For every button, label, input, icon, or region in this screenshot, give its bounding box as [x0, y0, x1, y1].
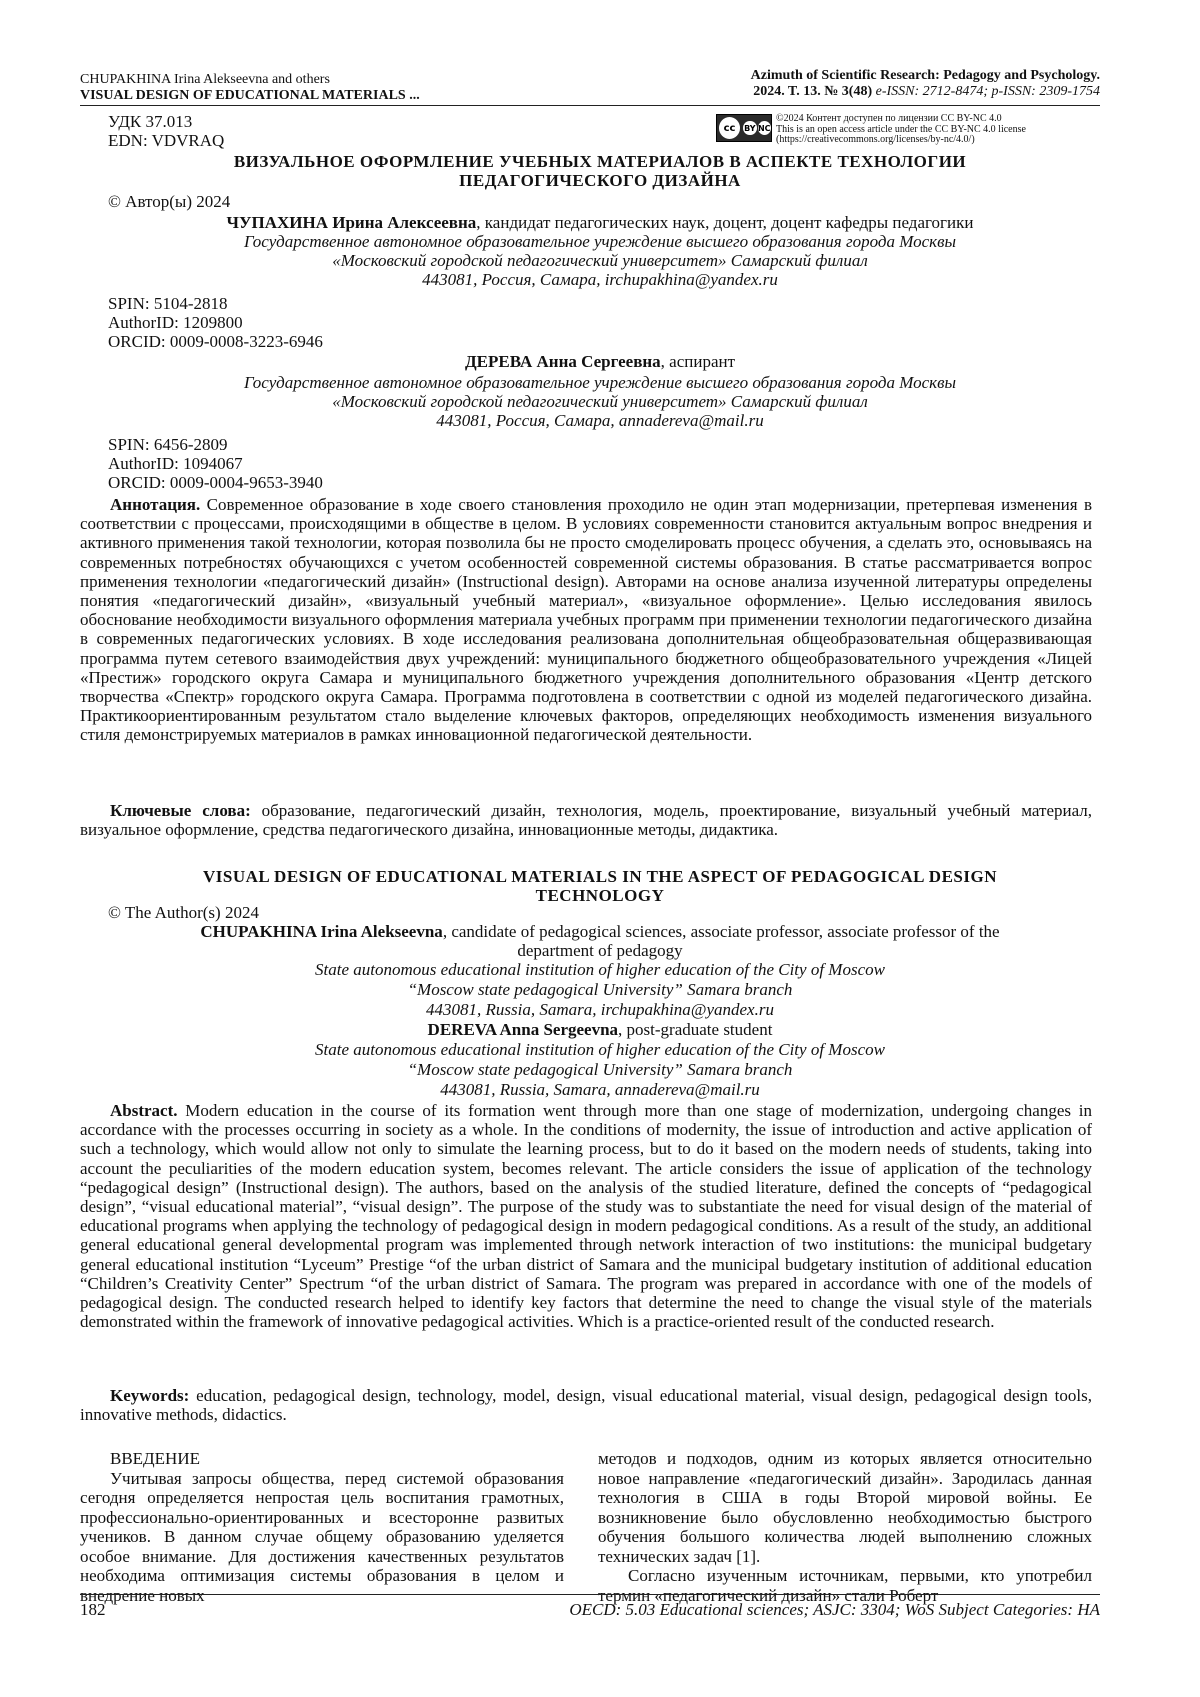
abstract-en-label: Abstract. [110, 1101, 178, 1120]
footer-rule [80, 1594, 1100, 1595]
license-line-ru: ©2024 Контент доступен по лицензии CC BY-NC 4.0 [776, 113, 1002, 124]
author1-ru-aff1: Государственное автономное образовательное учреждение высшего образования города Москвы [243, 232, 957, 251]
author2-ru-name: ДЕРЕВА Анна Сергеевна [464, 352, 661, 371]
author1-en-name: CHUPAKHINA Irina Alekseevna [200, 922, 443, 941]
author1-en-role2: department of pedagogy [517, 941, 683, 960]
author2-en-aff3: 443081, Russia, Samara, annadereva@mail.ru [440, 1080, 760, 1099]
author2-ru-role: , аспирант [660, 352, 736, 371]
author2-en [100, 1020, 1100, 1039]
author2-ru-aff2: «Московский городской педагогический университет» Самарский филиал [332, 392, 868, 411]
edn-code: EDN: VDVRAQ [108, 131, 225, 150]
title-ru-line2: ПЕДАГОГИЧЕСКОГО ДИЗАЙНА [459, 171, 741, 190]
cc-by-nc-badge-icon[interactable] [716, 114, 772, 142]
keywords-en-text: education, pedagogical design, technology, model, design, visual educational material, visual design, pedagogical design tools, innovative methods, didactics. [80, 1386, 1092, 1425]
keywords-en-label: Keywords: [110, 1386, 190, 1405]
author2-en-aff1: State autonomous educational institution of higher education of the City of Moscow [315, 1040, 885, 1059]
abstract-en [80, 1101, 1092, 1331]
author2-en-role: , post-graduate student [618, 1020, 773, 1039]
body-paragraph-1-cont: методов и подходов, одним из которых является относительно новое направление «педагогический дизайн». Зародилась данная технология в США в годы Второй мировой войны. Ее возникновение было обусловленно необходимостью быстрого обучения большого количества людей выполнению сложных технических задач [1]. [598, 1449, 1092, 1566]
running-header-left [80, 72, 420, 104]
body-column-right [598, 1449, 1092, 1605]
keywords-ru [80, 801, 1092, 839]
article-title-en [100, 867, 1100, 905]
journal-issn: e-ISSN: 2712-8474; p-ISSN: 2309-1754 [872, 84, 1100, 99]
author1-en-aff3: 443081, Russia, Samara, irchupakhina@yandex.ru [426, 1000, 774, 1019]
author2-en-aff2: “Moscow state pedagogical University” Samara branch [407, 1060, 793, 1079]
author1-ru-aff3: 443081, Россия, Самара, irchupakhina@yandex.ru [422, 270, 778, 289]
title-en-line2: TECHNOLOGY [535, 886, 665, 905]
journal-volume: 2024. T. 13. № 3(48) [753, 84, 873, 99]
author1-authorid: AuthorID: 1209800 [108, 313, 243, 332]
by-badge-label: BY [743, 121, 756, 135]
journal-issue [751, 84, 1100, 100]
article-title-ru [100, 152, 1100, 190]
author1-ru [100, 213, 1100, 232]
page-number: 182 [80, 1600, 106, 1619]
author2-ru-aff3: 443081, Россия, Самара, annadereva@mail.ru [436, 411, 764, 430]
license-text [776, 114, 1026, 146]
nc-badge-label: NC [758, 121, 771, 135]
author1-ru-name: ЧУПАХИНА Ирина Алексеевна [226, 213, 477, 232]
title-ru-line1: ВИЗУАЛЬНОЕ ОФОРМЛЕНИЕ УЧЕБНЫХ МАТЕРИАЛОВ В АСПЕКТЕ ТЕХНОЛОГИИ [233, 152, 967, 171]
author1-orcid: ORCID: 0009-0008-3223-6946 [108, 332, 323, 351]
author1-ru-aff2: «Московский городской педагогический университет» Самарский филиал [332, 251, 868, 270]
keywords-ru-text: образование, педагогический дизайн, технология, модель, проектирование, визуальный учебный материал, визуальное оформление, средства педагогического дизайна, инновационные методы, дидактика. [80, 801, 1093, 840]
abstract-ru [80, 495, 1092, 745]
running-header-authors: CHUPAKHINA Irina Alekseevna and others [80, 72, 330, 87]
classification-codes [108, 112, 224, 150]
abstract-en-text: Modern education in the course of its formation went through more than one stage of modernization, undergoing changes in accordance with the processes occurring in society as a whole. In the conditions of modernity, the issue of introduction and active application of such a technology, which would allow not only to simulate the learning process, but to do it based on the modern needs of students, taking into account the peculiarities of the modern education system, becomes relevant. The article considers the issue of application of the technology “pedagogical design” (Instructional design). The authors, based on the analysis of the studied literature, defined the concepts of “pedagogical design”, “visual educational material”, “visual design”. The purpose of the study was to substantiate the need for visual design of the material of educational programs when applying the technology of pedagogical design in modern pedagogical conditions. As a result of the study, an additional general educational general developmental program was implemented through network interaction of two institutions: the municipal budgetary general educational institution “Lyceum” Prestige “of the urban district of Samara and the municipal budgetary institution of additional education “Children’s Creativity Center” Spectrum “of the urban district of Samara. The program was prepared in accordance with one of the models of pedagogical design. The conducted research helped to identify key factors that determine the need to change the visual style of the materials demonstrated within the framework of innovative pedagogical activities. Which is a practice-oriented result of the conducted research. [80, 1101, 1092, 1332]
author1-spin: SPIN: 5104-2818 [108, 294, 228, 313]
license-block [716, 114, 1026, 146]
keywords-ru-label: Ключевые слова: [110, 801, 251, 820]
header-rule [80, 105, 1100, 106]
section-heading-introduction: ВВЕДЕНИЕ [110, 1449, 200, 1468]
author1-en [100, 922, 1100, 941]
license-line-en: This is an open access article under the CC BY-NC 4.0 license [776, 123, 1026, 135]
author2-authorid: AuthorID: 1094067 [108, 454, 243, 473]
author2-en-name: DEREVA Anna Sergeevna [427, 1020, 619, 1039]
author2-ru [100, 352, 1100, 371]
copyright-en: © The Author(s) 2024 [108, 903, 259, 922]
author2-ru-aff1: Государственное автономное образовательное учреждение высшего образования города Москвы [243, 373, 957, 392]
body-paragraph-2: Согласно изученным источникам, первыми, кто употребил термин «педагогический дизайн» стали Роберт [598, 1566, 1092, 1605]
keywords-en [80, 1386, 1092, 1424]
author1-en-aff2: “Moscow state pedagogical University” Samara branch [407, 980, 793, 999]
journal-name: Azimuth of Scientific Research: Pedagogy and Psychology. [750, 68, 1100, 83]
abstract-ru-label: Аннотация. [110, 495, 201, 514]
abstract-ru-text: Современное образование в ходе своего становления проходило не один этап модернизации, претерпевая изменения в соответствии с процессами, происходящими в обществе в целом. В условиях современности становится актуальным вопрос внедрения и активного применения такой технологии, которая позволила бы не просто смоделировать процесс обучения, а сделать это, основываясь на современных потребностях обучающихся с учетом особенностей современной системы образования. В статье рассматривается вопрос применения технологии «педагогический дизайн» (Instructional design). Авторами на основе анализа изученной литературы определены понятия «педагогический дизайн», «визуальный учебный материал», «визуальное оформление». Целью исследования явилось обоснование необходимости визуального оформления материала учебных программ при применении технологии педагогического дизайна в современных педагогических условиях. В ходе исследования реализована дополнительная общеобразовательная общеразвивающая программа путем сетевого взаимодействия двух учреждений: муниципального бюджетного общеобразовательного учреждения «Лицей «Престиж» городского округа Самара и муниципального бюджетного учреждения дополнительного образования «Центр детского творчества «Спектр» городского округа Самара. Программа подготовлена в соответствии с одной из моделей педагогического дизайна. Практикоориентированным результатом стало выделение ключевых факторов, определяющих необходимость изменения визуального стиля демонстрируемых материалов в рамках инновационной педагогической деятельности. [80, 495, 1092, 745]
author1-ru-role: , кандидат педагогических наук, доцент, доцент кафедры педагогики [476, 213, 974, 232]
author2-orcid: ORCID: 0009-0004-9653-3940 [108, 473, 323, 492]
cc-badge-label: cc [719, 117, 740, 139]
author1-en-role: , candidate of pedagogical sciences, associate professor, associate professor of the [442, 922, 1000, 941]
license-url[interactable]: (https://creativecommons.org/licenses/by-nc/4.0/) [776, 134, 975, 145]
body-paragraph-1: Учитывая запросы общества, перед системой образования сегодня определяется непростая цель воспитания грамотных, профессионально-ориентированных и всесторонне развитых учеников. В данном случае общему образованию уделяется особое внимание. Для достижения качественных результатов необходима оптимизация системы образования в целом и внедрение новых [80, 1468, 564, 1605]
author2-spin: SPIN: 6456-2809 [108, 435, 228, 454]
running-header-right [751, 68, 1100, 100]
subject-classification: OECD: 5.03 Educational sciences; ASJC: 3304; WoS Subject Categories: HA [569, 1600, 1100, 1619]
running-header-title: VISUAL DESIGN OF EDUCATIONAL MATERIALS ... [80, 88, 420, 103]
author1-en-aff1: State autonomous educational institution of higher education of the City of Moscow [315, 960, 885, 979]
title-en-line1: VISUAL DESIGN OF EDUCATIONAL MATERIALS IN THE ASPECT OF PEDAGOGICAL DESIGN [203, 867, 997, 886]
body-column-left [80, 1449, 564, 1605]
udk-code: УДК 37.013 [108, 112, 193, 131]
copyright-ru: © Автор(ы) 2024 [108, 192, 231, 211]
